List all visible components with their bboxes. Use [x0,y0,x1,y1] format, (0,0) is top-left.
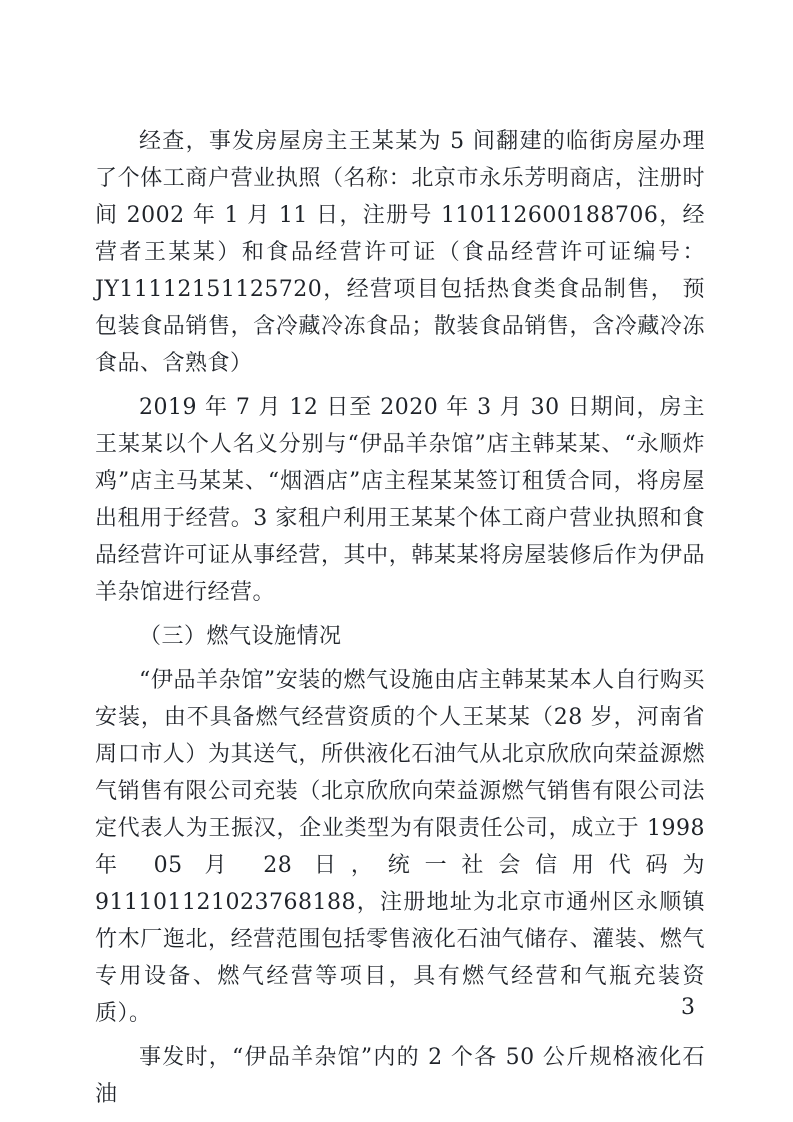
section-heading-gas-facilities: （三）燃气设施情况 [139,624,342,649]
paragraph-lease-contracts: 2019 年 7 月 12 日至 2020 年 3 月 30 日期间，房主王某某以个人名义分别与“伊品羊杂馆”店主韩某某、“永顺炸鸡”店主马某某、“烟酒店”店主程某某签订租赁合同，将房屋出租用于经营。3 家租户利用王某某个体工商户营业执照和食品经营许可证从事经营，其中，韩某某将房屋装修后作为伊品羊杂馆进行经营。 [95,395,705,605]
paragraph-incident-cylinders: 事发时，“伊品羊杂馆”内的 2 个各 50 公斤规格液化石油 [95,1045,705,1107]
paragraph-gas-installation: “伊品羊杂馆”安装的燃气设施由店主韩某某本人自行购买安装，由不具备燃气经营资质的个人王某某（28 岁，河南省周口市人）为其送气，所供液化石油气从北京欣欣向荣益源燃气销售有限公司充装（北京欣欣向荣益源燃气销售有限公司法定代表人为王振汉，企业类型为有限责任公司，成立于 1998 年 05 月 28 日，统一社会信用代码为 911101121023768188，注册地址为北京市通州区永顺镇竹木厂迤北，经营范围包括零售液化石油气储存、灌装、燃气专用设备、燃气经营等项目，具有燃气经营和气瓶充装资质）。 [95,668,705,1026]
document-body [95,123,705,1120]
page-number: 3 [681,995,695,1020]
paragraph-business-license: 经查，事发房屋房主王某某为 5 间翻建的临街房屋办理了个体工商户营业执照（名称：北京市永乐芳明商店，注册时间 2002 年 1 月 11 日，注册号 110112600188706，经营者王某某）和食品经营许可证（食品经营许可证编号：JY11112151125720，经营项目包括热食类食品制售， 预包装食品销售，含冷藏冷冻食品；散装食品销售，含冷藏冷冻食品、含熟食） [95,129,705,376]
